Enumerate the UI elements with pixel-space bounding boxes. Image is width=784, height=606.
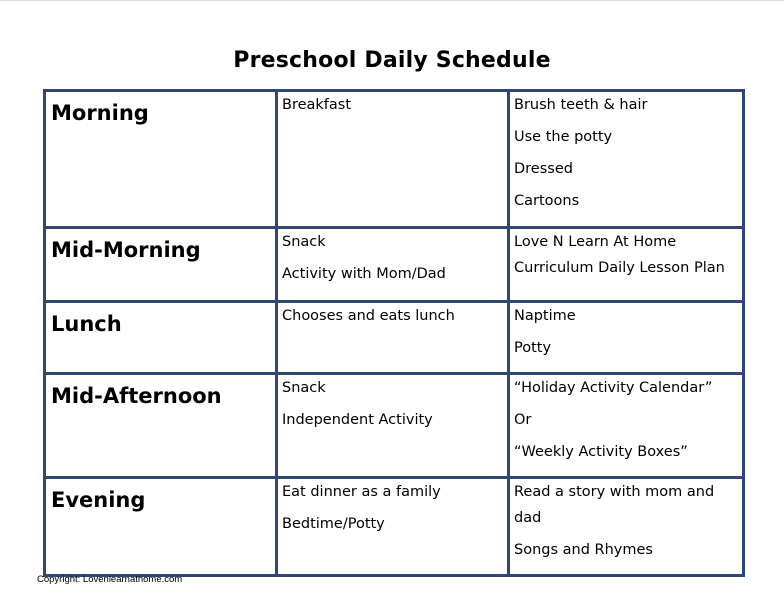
activity-cell (509, 478, 744, 576)
period-label: Mid-Afternoon (51, 384, 222, 408)
activity-cell (277, 374, 509, 478)
activity-item: “Weekly Activity Boxes” (514, 444, 688, 460)
activity-cell (277, 91, 509, 228)
activity-cell (509, 91, 744, 228)
period-cell (45, 91, 277, 228)
activity-item: dad (514, 510, 542, 526)
activity-item: Activity with Mom/Dad (282, 266, 446, 282)
table-row-mid-morning (45, 228, 744, 302)
period-label: Mid-Morning (51, 238, 201, 262)
activity-item: Naptime (514, 308, 576, 324)
activity-item: Cartoons (514, 193, 580, 209)
activity-item: Potty (514, 340, 552, 356)
activity-item: Breakfast (282, 97, 352, 113)
top-divider (0, 0, 784, 1)
activity-cell (277, 478, 509, 576)
activity-item: Love N Learn At Home (514, 234, 677, 250)
period-label: Morning (51, 101, 149, 125)
activity-cell (509, 302, 744, 374)
activity-item: Songs and Rhymes (514, 542, 653, 558)
table-row-morning (45, 91, 744, 228)
period-cell (45, 374, 277, 478)
activity-item: Eat dinner as a family (282, 484, 441, 500)
activity-item: Read a story with mom and (514, 484, 715, 500)
table-row-lunch (45, 302, 744, 374)
period-cell (45, 228, 277, 302)
period-label: Evening (51, 488, 146, 512)
activity-item: Snack (282, 234, 326, 250)
activity-item: Independent Activity (282, 412, 433, 428)
period-label: Lunch (51, 312, 122, 336)
period-cell (45, 302, 277, 374)
table-row-evening (45, 478, 744, 576)
activity-item: Snack (282, 380, 326, 396)
schedule-table (43, 89, 745, 577)
activity-item: Or (514, 412, 532, 428)
activity-item: “Holiday Activity Calendar” (514, 380, 713, 396)
activity-item: Curriculum Daily Lesson Plan (514, 260, 725, 276)
activity-cell (509, 228, 744, 302)
activity-cell (277, 302, 509, 374)
page-title: Preschool Daily Schedule (233, 48, 551, 73)
activity-item: Chooses and eats lunch (282, 308, 455, 324)
activity-item: Bedtime/Potty (282, 516, 385, 532)
activity-cell (277, 228, 509, 302)
period-cell (45, 478, 277, 576)
activity-item: Brush teeth & hair (514, 97, 648, 113)
table-row-mid-afternoon (45, 374, 744, 478)
copyright-footer: Copyright: Lovenlearnathome.com (37, 574, 183, 585)
activity-item: Use the potty (514, 129, 613, 145)
activity-item: Dressed (514, 161, 573, 177)
activity-cell (509, 374, 744, 478)
